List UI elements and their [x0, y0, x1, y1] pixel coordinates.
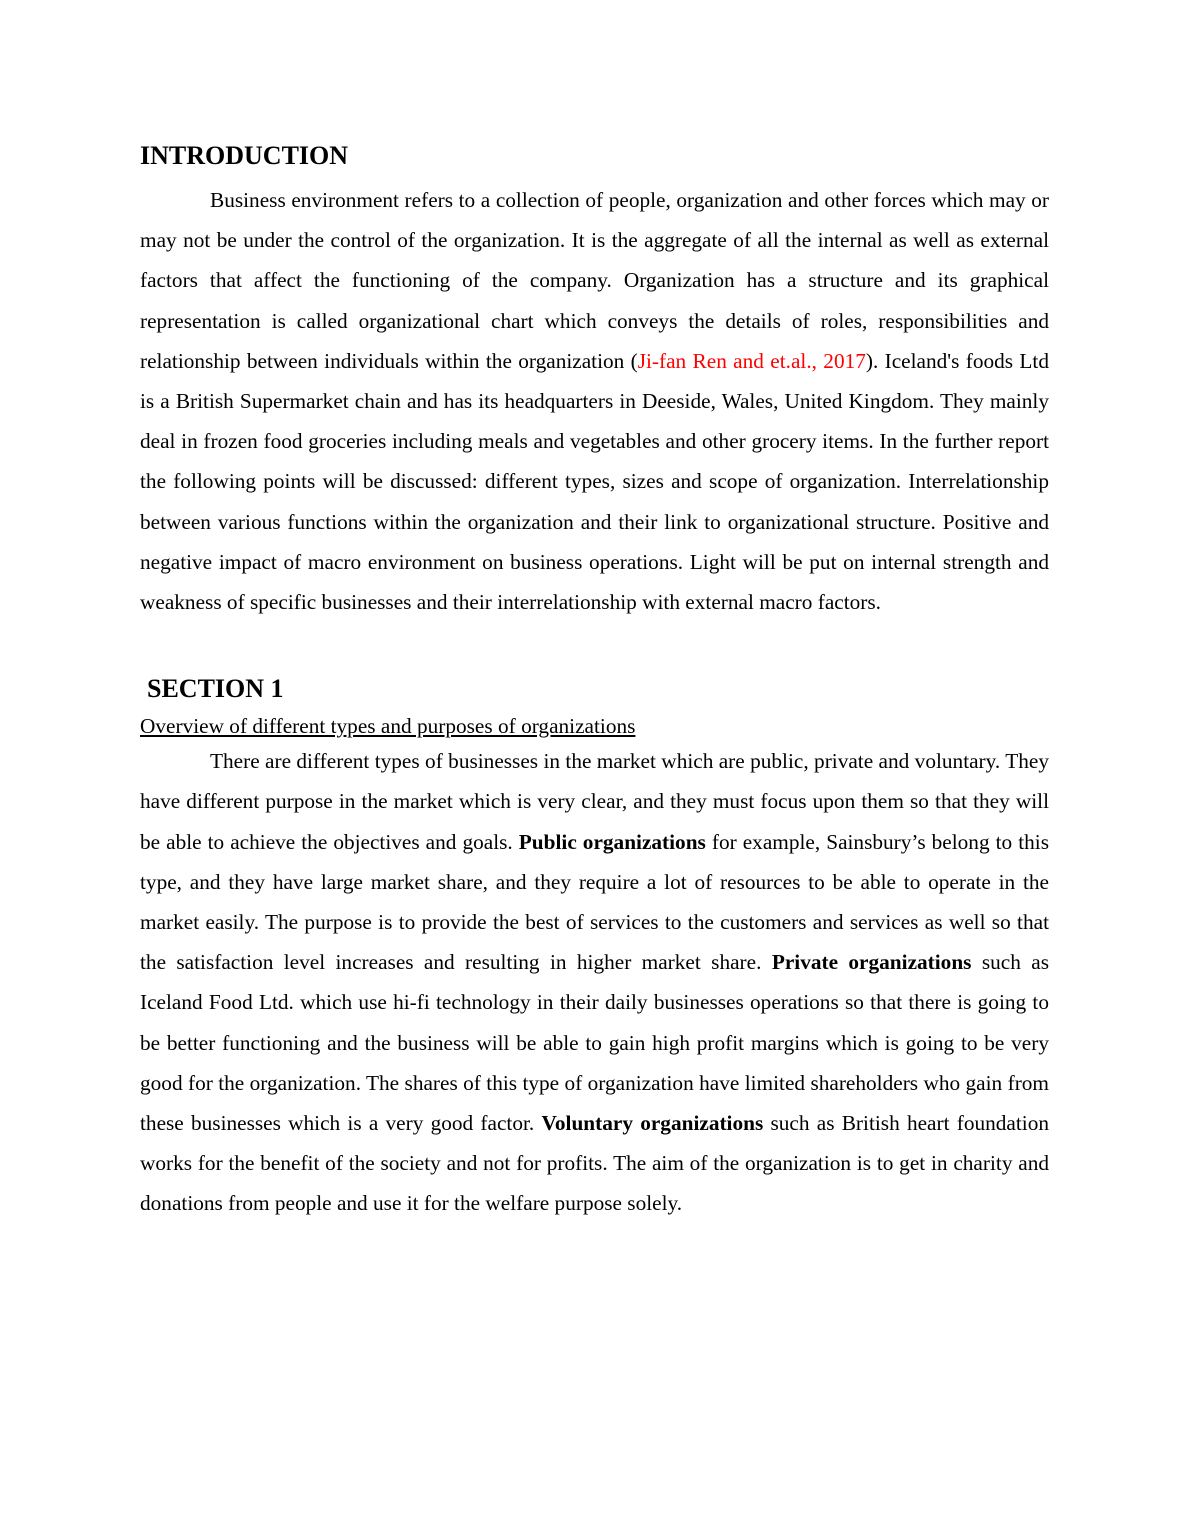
introduction-text-part-2: ). Iceland's foods Ltd is a British Supermarket chain and has its headquarters in Deeside, Wales, United Kingdom. They mainly deal in frozen food groceries including meals and vegetables and other grocery items. In the further report the following points will be discussed: different types, sizes and scope of organization. Interrelationship between various functions within the organization and their link to organizational structure. Positive and negative impact of macro environment on business operations. Light will be put on internal strength and weakness of specific businesses and their interrelationship with external macro factors.: [140, 348, 1049, 615]
section-1-text-part-4: such as British heart foundation works for the benefit of the society and not for profits. The aim of the organization is to get in charity and donations from people and use it for the welfare purpose solely.: [140, 1111, 1050, 1216]
section-1-text-part-3: such as Iceland Food Ltd. which use hi-fi technology in their daily businesses operations so that there is going to be better functioning and the business will be able to gain high profit margins which is going to be very good for the organization. The shares of this type of organization have limited shareholders who gain from these businesses which is a very good factor.: [140, 950, 1049, 1136]
introduction-paragraph: [140, 180, 1049, 622]
document-page: [140, 138, 1049, 1224]
section-1-text-part-2: for example, Sainsbury’s belong to this type, and they have large market share, and they require a lot of resources to be able to operate in the market easily. The purpose is to provide the best of services to the customers and services as well so that the satisfaction level increases and resulting in higher market share.: [140, 829, 1049, 975]
section-1-heading: SECTION 1: [147, 674, 284, 704]
citation-link: Ji-fan Ren and et.al., 2017: [637, 348, 866, 373]
section-1-text-part-1: There are different types of businesses in the market which are public, private and voluntary. They have different purpose in the market which is very clear, and they must focus upon them so that they will be able to achieve the objectives and goals.: [140, 749, 1049, 854]
introduction-heading: INTRODUCTION: [140, 141, 349, 170]
private-organizations-term: Private organizations: [771, 950, 972, 975]
public-organizations-term: Public organizations: [518, 829, 706, 854]
voluntary-organizations-term: Voluntary organizations: [541, 1111, 764, 1136]
introduction-text-part-1: Business environment refers to a collection of people, organization and other forces which may or may not be under the control of the organization. It is the aggregate of all the internal as well as external factors that affect the functioning of the company. Organization has a structure and its graphical representation is called organizational chart which conveys the details of roles, responsibilities and relationship between individuals within the organization (: [140, 188, 1049, 373]
section-1-paragraph: [140, 741, 1049, 1223]
section-1-subheading: Overview of different types and purposes of organizations: [140, 714, 636, 739]
